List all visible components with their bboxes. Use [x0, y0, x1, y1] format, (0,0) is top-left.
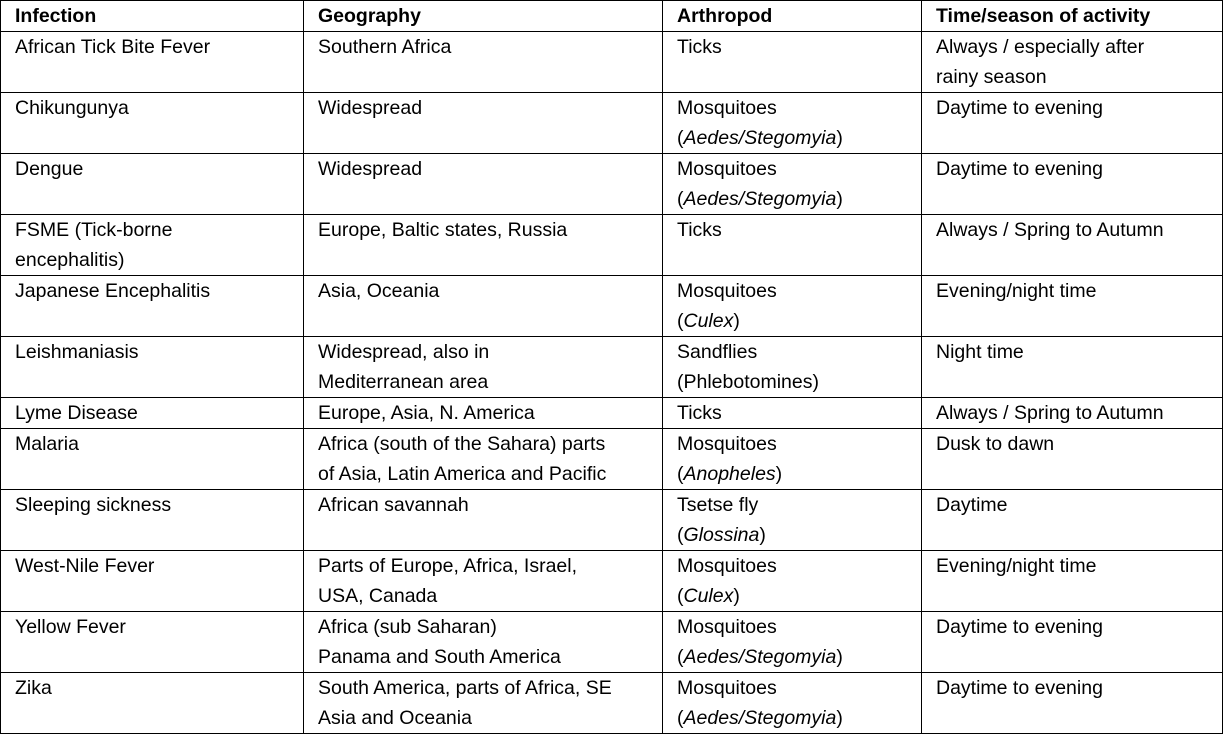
infection-cell-line: FSME (Tick-borne	[15, 219, 173, 241]
header-arthropod: Arthropod	[663, 1, 922, 32]
time-season-cell	[922, 93, 1223, 154]
geography-cell-line: Africa (south of the Sahara) parts	[318, 433, 606, 455]
geography-cell-line: Africa (sub Saharan)	[318, 616, 497, 638]
arthropod-cell	[663, 429, 922, 490]
time-season-cell-line: Evening/night time	[936, 555, 1097, 577]
geography-cell-line: Panama and South America	[318, 646, 561, 668]
infection-cell-line: Zika	[15, 677, 52, 699]
arthropod-genus: Aedes/Stegomyia	[683, 707, 837, 729]
table-row	[1, 429, 1223, 490]
geography-cell	[304, 612, 663, 673]
time-season-cell	[922, 612, 1223, 673]
geography-cell	[304, 398, 663, 429]
time-season-cell	[922, 276, 1223, 337]
infection-cell-line: Chikungunya	[15, 97, 129, 119]
arthropod-genus: Culex	[683, 310, 734, 332]
time-season-cell-line: Daytime to evening	[936, 97, 1103, 119]
infection-cell	[1, 398, 304, 429]
geography-cell	[304, 215, 663, 276]
arthropod-genus-line: (Aedes/Stegomyia)	[677, 646, 843, 668]
time-season-cell	[922, 215, 1223, 276]
header-row	[1, 1, 1223, 32]
geography-cell-line: Europe, Baltic states, Russia	[318, 219, 568, 241]
infection-cell	[1, 215, 304, 276]
arthropod-cell	[663, 398, 922, 429]
geography-cell	[304, 673, 663, 734]
table-row	[1, 673, 1223, 734]
header-time-season: Time/season of activity	[922, 1, 1223, 32]
time-season-cell	[922, 398, 1223, 429]
arthropod-name: Mosquitoes	[677, 97, 777, 119]
time-season-cell	[922, 551, 1223, 612]
arthropod-name: Mosquitoes	[677, 433, 777, 455]
infection-cell-line: Sleeping sickness	[15, 494, 172, 516]
table-row	[1, 32, 1223, 93]
infection-cell	[1, 32, 304, 93]
geography-cell	[304, 93, 663, 154]
infection-cell-line: encephalitis)	[15, 249, 125, 271]
arthropod-cell	[663, 93, 922, 154]
time-season-cell-line: Daytime to evening	[936, 677, 1103, 699]
geography-cell-line: Widespread	[318, 158, 423, 180]
table-row	[1, 154, 1223, 215]
arthropod-cell	[663, 215, 922, 276]
table-row	[1, 215, 1223, 276]
time-season-cell-line: Night time	[936, 341, 1024, 363]
arthropod-cell	[663, 673, 922, 734]
time-season-cell-line: rainy season	[936, 66, 1047, 88]
arthropod-genus: Aedes/Stegomyia	[683, 646, 837, 668]
arthropod-genus: Culex	[683, 585, 734, 607]
geography-cell-line: of Asia, Latin America and Pacific	[318, 463, 607, 485]
geography-cell	[304, 337, 663, 398]
arthropod-cell	[663, 551, 922, 612]
infection-cell	[1, 337, 304, 398]
infection-cell-line: African Tick Bite Fever	[15, 36, 211, 58]
geography-cell-line: Southern Africa	[318, 36, 452, 58]
geography-cell	[304, 490, 663, 551]
arthropod-name: Tsetse fly	[677, 494, 759, 516]
arthropod-genus: Glossina	[683, 524, 760, 546]
arthropod-cell	[663, 276, 922, 337]
arthropod-genus-line: (Culex)	[677, 585, 740, 607]
arthropod-name: Mosquitoes	[677, 158, 777, 180]
table-body	[1, 32, 1223, 734]
geography-cell-line: Widespread	[318, 97, 423, 119]
arthropod-detail: (Phlebotomines)	[677, 371, 819, 393]
geography-cell-line: African savannah	[318, 494, 469, 516]
arthropod-cell	[663, 612, 922, 673]
geography-cell-line: Widespread, also in	[318, 341, 490, 363]
infection-cell	[1, 490, 304, 551]
time-season-cell-line: Always / Spring to Autumn	[936, 219, 1164, 241]
time-season-cell-line: Dusk to dawn	[936, 433, 1055, 455]
time-season-cell-line: Daytime	[936, 494, 1008, 516]
infection-cell	[1, 276, 304, 337]
table-row	[1, 337, 1223, 398]
arthropod-name: Ticks	[677, 36, 722, 58]
geography-cell-line: Europe, Asia, N. America	[318, 402, 535, 424]
arthropod-genus: Anopheles	[683, 463, 776, 485]
time-season-cell	[922, 154, 1223, 215]
table-row	[1, 93, 1223, 154]
arthropod-name: Mosquitoes	[677, 555, 777, 577]
geography-cell-line: Asia, Oceania	[318, 280, 440, 302]
arthropod-genus-line: (Aedes/Stegomyia)	[677, 127, 843, 149]
time-season-cell-line: Daytime to evening	[936, 616, 1103, 638]
time-season-cell	[922, 673, 1223, 734]
arthropod-name: Mosquitoes	[677, 677, 777, 699]
infection-cell	[1, 93, 304, 154]
infection-cell	[1, 429, 304, 490]
arthropod-cell	[663, 154, 922, 215]
time-season-cell-line: Daytime to evening	[936, 158, 1103, 180]
geography-cell-line: South America, parts of Africa, SE	[318, 677, 612, 699]
geography-cell	[304, 551, 663, 612]
geography-cell-line: Asia and Oceania	[318, 707, 472, 729]
infection-cell	[1, 673, 304, 734]
table-row	[1, 398, 1223, 429]
geography-cell-line: USA, Canada	[318, 585, 438, 607]
arthropod-genus-line: (Aedes/Stegomyia)	[677, 707, 843, 729]
table-row	[1, 612, 1223, 673]
time-season-cell	[922, 32, 1223, 93]
geography-cell	[304, 429, 663, 490]
arthropod-genus: Aedes/Stegomyia	[683, 127, 837, 149]
infection-cell-line: Yellow Fever	[15, 616, 126, 638]
geography-cell	[304, 32, 663, 93]
table-row	[1, 490, 1223, 551]
arthropod-name: Mosquitoes	[677, 280, 777, 302]
infection-cell	[1, 612, 304, 673]
arthropod-genus-line: (Glossina)	[677, 524, 766, 546]
arthropod-genus-line: (Anopheles)	[677, 463, 783, 485]
infection-cell-line: Leishmaniasis	[15, 341, 139, 363]
geography-cell	[304, 154, 663, 215]
geography-cell-line: Parts of Europe, Africa, Israel,	[318, 555, 578, 577]
infection-cell	[1, 551, 304, 612]
time-season-cell-line: Always / Spring to Autumn	[936, 402, 1164, 424]
time-season-cell	[922, 337, 1223, 398]
infection-cell-line: Dengue	[15, 158, 84, 180]
table-row	[1, 551, 1223, 612]
infection-cell-line: Malaria	[15, 433, 79, 455]
time-season-cell-line: Evening/night time	[936, 280, 1097, 302]
header-infection: Infection	[1, 1, 304, 32]
infection-cell-line: West-Nile Fever	[15, 555, 155, 577]
time-season-cell	[922, 490, 1223, 551]
arthropod-cell	[663, 337, 922, 398]
arthropod-name: Sandflies	[677, 341, 758, 363]
time-season-cell-line: Always / especially after	[936, 36, 1145, 58]
header-geography: Geography	[304, 1, 663, 32]
table-row	[1, 276, 1223, 337]
arthropod-name: Mosquitoes	[677, 616, 777, 638]
geography-cell	[304, 276, 663, 337]
infection-cell-line: Japanese Encephalitis	[15, 280, 211, 302]
infection-cell-line: Lyme Disease	[15, 402, 138, 424]
time-season-cell	[922, 429, 1223, 490]
arthropod-cell	[663, 490, 922, 551]
arthropod-genus-line: (Aedes/Stegomyia)	[677, 188, 843, 210]
arthropod-name: Ticks	[677, 402, 722, 424]
arthropod-cell	[663, 32, 922, 93]
arthropod-genus: Aedes/Stegomyia	[683, 188, 837, 210]
infection-cell	[1, 154, 304, 215]
arthropod-genus-line: (Culex)	[677, 310, 740, 332]
geography-cell-line: Mediterranean area	[318, 371, 489, 393]
arthropod-name: Ticks	[677, 219, 722, 241]
